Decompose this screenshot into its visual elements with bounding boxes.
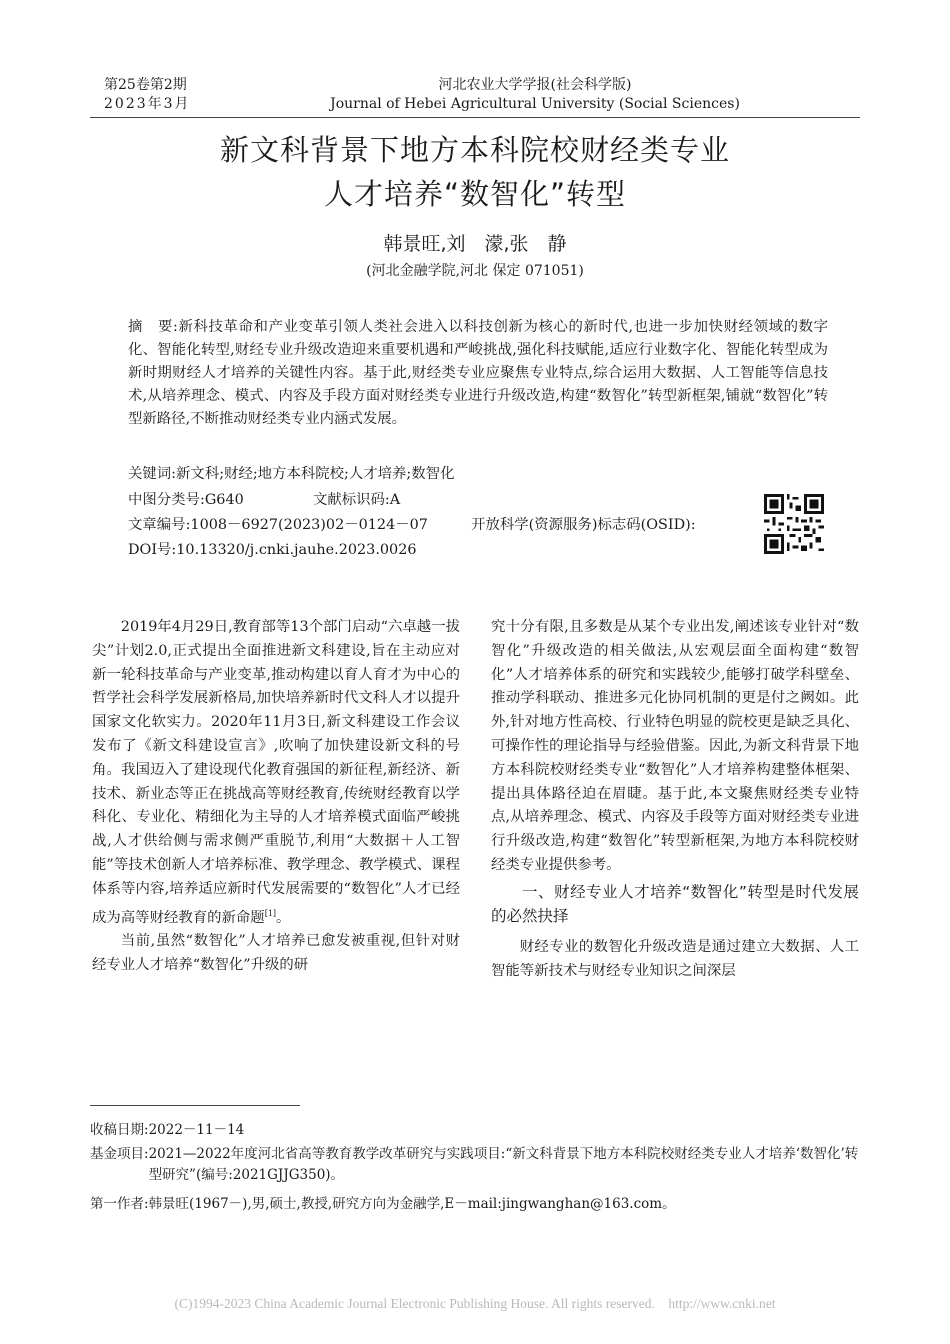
first-author (90, 1194, 865, 1215)
body-column-right (491, 616, 859, 983)
abstract (128, 316, 828, 431)
footnote-rule (90, 1105, 300, 1106)
received-date (90, 1120, 865, 1141)
title-line-1: 新文科背景下地方本科院校财经类专业 (219, 133, 730, 167)
paragraph-end: 。 (276, 909, 291, 926)
article-number-row (128, 514, 696, 537)
paragraph: 究十分有限,且多数是从某个专业出发,阐述该专业针对“数智化”升级改造的相关做法,从宏观层面全面构建“数智化”人才培养体系的研究和实践较少,能够打破学科壁垒、推动学科联动、推进多元化协同机制的更是付之阙如。此外,针对地方性高校、行业特色明显的院校更是缺乏具化、可操作性的理论指导与经验借鉴。因此,为新文科背景下地方本科院校财经类专业“数智化”人才培养构建整体框架、提出具体路径迫在眉睫。基于此,本文聚焦财经类专业特点,从培养理念、模式、内容及手段等方面对财经类专业进行升级改造,构建“数智化”转型新框架,为地方本科院校财经类专业提供参考。 (491, 619, 859, 873)
osid-label: 开放科学(资源服务)标志码(OSID): (471, 517, 696, 533)
fund-value: 2021—2022年度河北省高等教育教学改革研究与实践项目:“新文科背景下地方本科院校财经类专业人才培养‘数智化’转型研究”(编号:2021GJJG350)。 (148, 1146, 859, 1183)
article-title (90, 128, 860, 216)
title-line-2: 人才培养“数智化”转型 (323, 177, 627, 211)
fund-project (90, 1144, 865, 1186)
clc-code: G640 (204, 492, 244, 508)
paragraph: 财经专业的数智化升级改造是通过建立大数据、人工智能等新技术与财经专业知识之间深层 (491, 938, 859, 979)
doc-code-label: 文献标识码: (312, 492, 390, 508)
journal-name-cn: 河北农业大学学报(社会科学版) (438, 77, 632, 93)
copyright-notice: (C)1994-2023 China Academic Journal Electronic Publishing House. All rights reserved. http://www.cnki.net (174, 1296, 776, 1311)
body-column-left (92, 616, 460, 978)
paragraph-text: 2019年4月29日,教育部等13个部门启动“六卓越一拔尖”计划2.0,正式提出全面推进新文科建设,旨在主动应对新一轮科技革命与产业变革,推动构建以育人育才为中心的哲学社会科学发展新格局,加快培养新时代文科人才以提升国家文化软实力。2020年11月3日,新文科建设工作会议发布了《新文科建设宣言》,吹响了加快建设新文科的号角。我国迈入了建设现代化教育强国的新征程,新经济、新技术、新业态等正在挑战高等财经教育,传统财经教育以学科化、专业化、精细化为主导的人才培养模式面临严峻挑战,人才供给侧与需求侧严重脱节,利用“大数据＋人工智能”等技术创新人才培养标准、教学理念、教学模式、课程体系等内容,培养适应新时代发展需要的“数智化”人才已经成为高等财经教育的新命题 (92, 619, 460, 926)
citation-ref[interactable]: [1] (264, 908, 277, 918)
classification-row (128, 489, 400, 512)
doc-code: A (389, 492, 401, 508)
received-value: 2022－11－14 (148, 1122, 245, 1138)
paragraph (92, 616, 460, 930)
abstract-label: 摘 要: (128, 319, 178, 335)
author-label: 第一作者: (90, 1196, 149, 1212)
clc-label: 中图分类号: (128, 492, 205, 508)
qr-code-icon[interactable] (764, 494, 824, 554)
journal-name-en: Journal of Hebei Agricultural University (Social Sciences) (330, 96, 740, 112)
author-value: 韩景旺(1967－),男,硕士,教授,研究方向为金融学,E－mail:jingwanghan@163.com。 (148, 1196, 676, 1212)
header-rule (90, 117, 860, 118)
doi-value: 10.13320/j.cnki.jauhe.2023.0026 (176, 542, 417, 558)
volume-issue: 第25卷第2期 (104, 77, 187, 93)
fund-label: 基金项目: (90, 1146, 149, 1162)
keywords-label: 关键词: (128, 466, 177, 482)
abstract-text: 新科技革命和产业变革引领人类社会进入以科技创新为核心的新时代,也进一步加快财经领域的数字化、智能化转型,财经专业升级改造迎来重要机遇和严峻挑战,强化科技赋能,适应行业数字化、智能化转型成为新时期财经人才培养的关键性内容。基于此,财经类专业应聚焦专业特点,综合运用大数据、人工智能等信息技术,从培养理念、模式、内容及手段方面对财经类专业进行升级改造,构建“数智化”转型新框架,铺就“数智化”转型新路径,不断推动财经类专业内涵式发展。 (128, 319, 829, 427)
issue-info (104, 76, 191, 114)
issue-date: 2023年3月 (104, 96, 191, 112)
received-label: 收稿日期: (90, 1122, 149, 1138)
paragraph: 当前,虽然“数智化”人才培养已愈发被重视,但针对财经专业人才培养“数智化”升级的研 (92, 933, 460, 973)
authors: 韩景旺,刘 濛,张 静 (383, 233, 567, 255)
keywords-text: 新文科;财经;地方本科院校;人才培养;数智化 (176, 466, 455, 482)
doi-row (128, 539, 417, 562)
article-no-label: 文章编号: (128, 517, 191, 533)
doi-label: DOI号: (128, 542, 177, 558)
affiliation: (河北金融学院,河北 保定 071051) (366, 263, 584, 279)
journal-header (320, 76, 750, 114)
section-heading: 一、财经专业人才培养“数智化”转型是时代发展的必然抉择 (491, 882, 859, 925)
keywords (128, 463, 454, 486)
article-no: 1008－6927(2023)02－0124－07 (190, 517, 428, 533)
